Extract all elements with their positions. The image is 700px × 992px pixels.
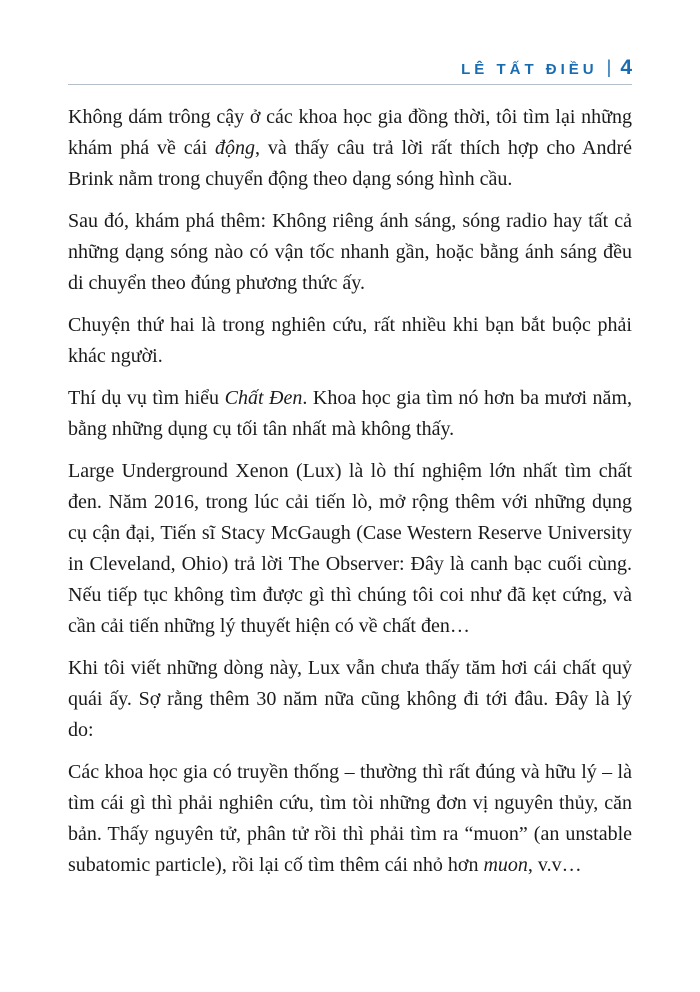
text-segment: Large Underground Xenon (Lux) là lò thí nghiệm lớn nhất tìm chất đen. Năm 2016, trong lúc cải tiến lò, mở rộng thêm với những dụng cụ cận đại, Tiến sĩ Stacy McGaugh (Case Western Reserve University in Cleveland, Ohio) trả lời The Observer: Đây là canh bạc cuối cùng. Nếu tiếp tục không tìm được gì thì chúng tôi coi như đã kẹt cứng, và cần cải tiến những lý thuyết hiện có về chất đen… — [68, 460, 632, 637]
italic-text-segment: động — [215, 137, 255, 159]
text-segment: Các khoa học gia có truyền thống – thường thì rất đúng và hữu lý – là tìm cái gì thì phải nghiên cứu, tìm tòi những đơn vị nguyên thủy, căn bản. Thấy nguyên tử, phân tử rồi thì phải tìm ra “muon” (an unstable subatomic particle), rồi lại cố tìm thêm cái nhỏ hơn — [68, 761, 632, 876]
header-rule — [68, 84, 632, 85]
paragraph — [68, 102, 632, 195]
text-segment: Khi tôi viết những dòng này, Lux vẫn chưa thấy tăm hơi cái chất quỷ quái ấy. Sợ rằng thêm 30 năm nữa cũng không đi tới đâu. Đây là lý do: — [68, 657, 632, 741]
header-page-number: 4 — [620, 56, 632, 79]
paragraph — [68, 456, 632, 642]
paragraph — [68, 653, 632, 746]
text-segment: Chuyện thứ hai là trong nghiên cứu, rất nhiều khi bạn bắt buộc phải khác người. — [68, 314, 632, 367]
text-segment: Thí dụ vụ tìm hiểu — [68, 387, 225, 409]
text-segment: . Khoa học gia tìm nó hơn ba mươi năm, bằng những dụng cụ tối tân nhất mà không thấy. — [68, 387, 632, 440]
text-segment: Không dám trông cậy ở các khoa học gia đồng thời, tôi tìm lại những khám phá về cái — [68, 106, 632, 159]
paragraph — [68, 206, 632, 299]
paragraph — [68, 757, 632, 881]
italic-text-segment: Chất Đen — [224, 387, 303, 409]
text-segment: Sau đó, khám phá thêm: Không riêng ánh sáng, sóng radio hay tất cả những dạng sóng nào có vận tốc nhanh gần, hoặc bằng ánh sáng đều di chuyển theo đúng phương thức ấy. — [68, 210, 632, 294]
header-author: LÊ TẤT ĐIỀU — [461, 61, 598, 78]
text-segment: , và thấy câu trả lời rất thích hợp cho André Brink nằm trong chuyển động theo dạng sóng hình cầu. — [68, 137, 633, 190]
header-separator: | — [606, 57, 612, 77]
document-body — [68, 102, 632, 892]
paragraph — [68, 383, 632, 445]
page-header — [68, 56, 632, 80]
text-segment: , v.v… — [527, 854, 582, 876]
paragraph — [68, 310, 632, 372]
italic-text-segment: muon — [483, 854, 528, 876]
